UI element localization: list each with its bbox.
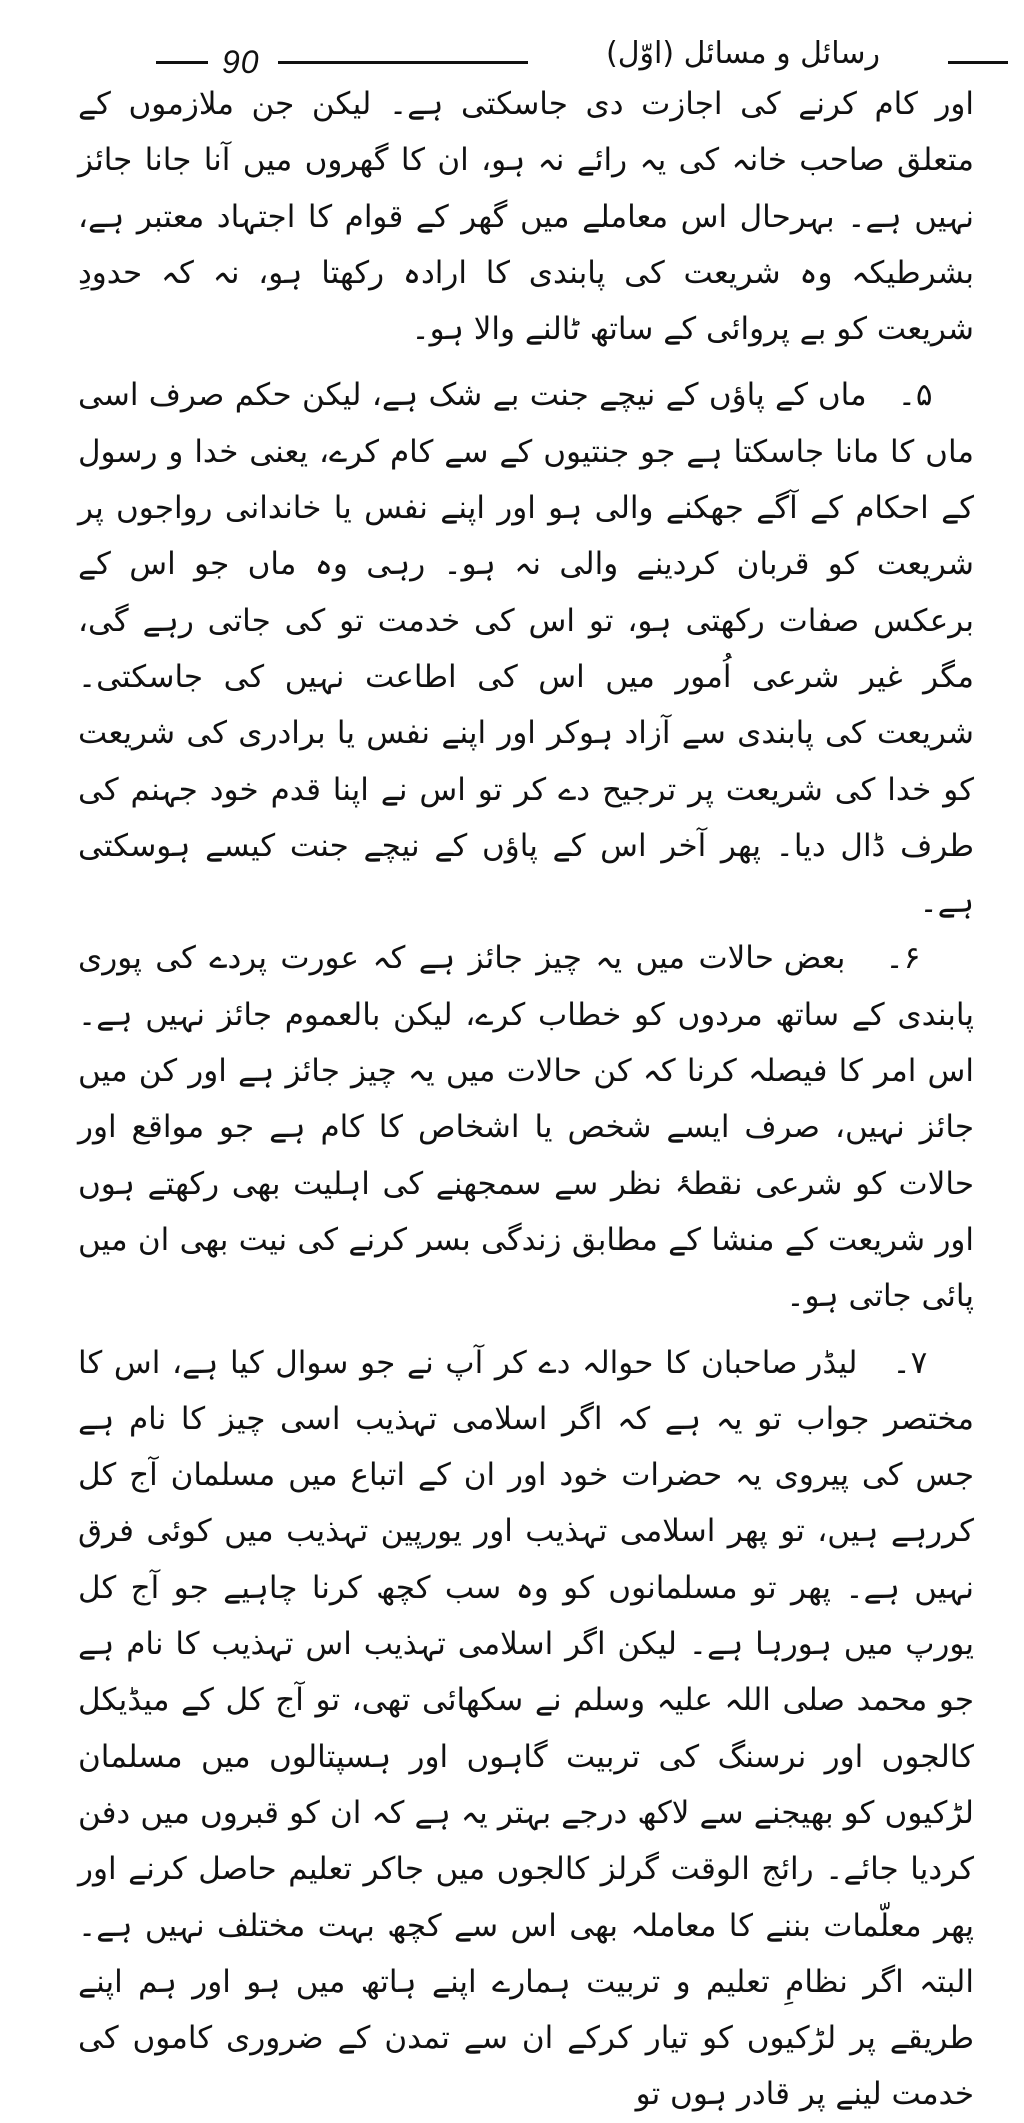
paragraph-4 bbox=[78, 1335, 974, 2123]
paragraph-2 bbox=[78, 367, 974, 930]
paragraph-4-number: ۷۔ bbox=[892, 1344, 928, 1381]
header-rule-left bbox=[156, 61, 208, 64]
paragraph-1 bbox=[78, 76, 974, 357]
paragraph-2-number: ۵۔ bbox=[897, 377, 933, 414]
header-rule-middle bbox=[278, 61, 528, 64]
paragraph-3 bbox=[78, 930, 974, 1324]
paragraph-3-number: ۶۔ bbox=[885, 940, 921, 977]
paragraph-2-text: ماں کے پاؤں کے نیچے جنت بے شک ہے، لیکن حکم صرف اسی ماں کا مانا جاسکتا ہے جو جنتیوں کے سے کام کرے، یعنی خدا و رسول کے احکام کے آگے جھکنے والی ہو اور اپنے نفس یا خاندانی رواجوں پر شریعت کو قربان کردینے والی نہ ہو۔ رہی وہ ماں جو اس کے برعکس صفات رکھتی ہو، تو اس کی خدمت تو کی جاتی رہے گی، مگر غیر شرعی اُمور میں اس کی اطاعت نہیں کی جاسکتی۔ شریعت کی پابندی سے آزاد ہوکر اور اپنے نفس یا برادری کی شریعت کو خدا کی شریعت پر ترجیح دے کر تو اس نے اپنا قدم خود جہنم کی طرف ڈال دیا۔ پھر آخر اس کے پاؤں کے نیچے جنت کیسے ہوسکتی ہے۔ bbox=[78, 377, 974, 921]
paragraph-3-text: بعض حالات میں یہ چیز جائز ہے کہ عورت پردے کی پوری پابندی کے ساتھ مردوں کو خطاب کرے، لیکن بالعموم جائز نہیں ہے۔ اس امر کا فیصلہ کرنا کہ کن حالات میں یہ چیز جائز ہے اور کن میں جائز نہیں، صرف ایسے شخص یا اشخاص کا کام ہے جو مواقع اور حالات کو شرعی نقطۂ نظر سے سمجھنے کی اہلیت بھی رکھتے ہوں اور شریعت کے منشا کے مطابق زندگی بسر کرنے کی نیت بھی ان میں پائی جاتی ہو۔ bbox=[78, 940, 974, 1315]
paragraph-1-text: اور کام کرنے کی اجازت دی جاسکتی ہے۔ لیکن جن ملازموں کے متعلق صاحب خانہ کی یہ رائے نہ ہو، ان کا گھروں میں آنا جانا جائز نہیں ہے۔ بہرحال اس معاملے میں گھر کے قوام کا اجتہاد معتبر ہے، بشرطیکہ وہ شریعت کی پابندی کا ارادہ رکھتا ہو، نہ کہ حدودِ شریعت کو بے پروائی کے ساتھ ٹالنے والا ہو۔ bbox=[78, 86, 974, 348]
paragraph-4-text: لیڈر صاحبان کا حوالہ دے کر آپ نے جو سوال کیا ہے، اس کا مختصر جواب تو یہ ہے کہ اگر اسلامی تہذیب اسی چیز کا نام ہے جس کی پیروی یہ حضرات خود اور ان کے اتباع میں مسلمان آج کل کررہے ہیں، تو پھر اسلامی تہذیب اور یورپین تہذیب میں کوئی فرق نہیں ہے۔ پھر تو مسلمانوں کو وہ سب کچھ کرنا چاہیے جو آج کل یورپ میں ہورہا ہے۔ لیکن اگر اسلامی تہذیب اس تہذیب کا نام ہے جو محمد صلی اللہ علیہ وسلم نے سکھائی تھی، تو آج کل کے میڈیکل کالجوں اور نرسنگ کی تربیت گاہوں اور ہسپتالوں میں مسلمان لڑکیوں کو بھیجنے سے لاکھ درجے بہتر یہ ہے کہ ان کو قبروں میں دفن کردیا جائے۔ رائج الوقت گرلز کالجوں میں جاکر تعلیم حاصل کرنے اور پھر معلّمات بننے کا معاملہ بھی اس سے کچھ بہت مختلف نہیں ہے۔ البتہ اگر نظامِ تعلیم و تربیت ہمارے اپنے ہاتھ میں ہو اور ہم اپنے طریقے پر لڑکیوں کو تیار کرکے ان سے تمدن کے ضروری کاموں کی خدمت لینے پر قادر ہوں تو bbox=[78, 1344, 974, 2113]
page-number: 90 bbox=[222, 44, 260, 80]
header-rule-right bbox=[948, 61, 1008, 64]
body-text bbox=[78, 76, 974, 2123]
running-title: رسائل و مسائل (اوّل) bbox=[606, 36, 880, 71]
page-header bbox=[78, 0, 974, 80]
